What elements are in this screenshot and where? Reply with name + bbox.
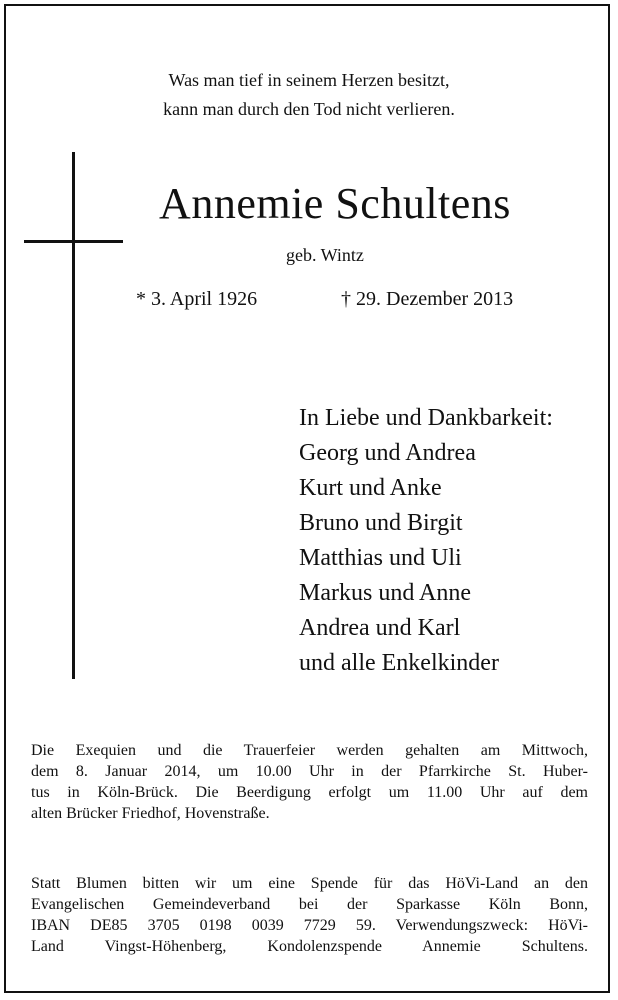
donation-info (31, 873, 588, 957)
donation-line: Evangelischen Gemeindeverband bei der Sparkasse Köln Bonn, (31, 896, 588, 913)
donation-line: Land Vingst-Höhenberg, Kondolenzspende Annemie Schultens. (31, 938, 588, 955)
mourner-entry: Matthias und Uli (299, 545, 462, 571)
funeral-line: alten Brücker Friedhof, Hovenstraße. (31, 805, 270, 822)
funeral-line: dem 8. Januar 2014, um 10.00 Uhr in der Pfarrkirche St. Huber- (31, 763, 588, 780)
cross-icon-bar (24, 240, 123, 243)
funeral-line: Die Exequien und die Trauerfeier werden gehalten am Mittwoch, (31, 742, 588, 759)
deceased-name: Annemie Schultens (159, 179, 511, 228)
mourner-entry: Andrea und Karl (299, 615, 461, 641)
mourner-entry: Markus und Anne (299, 580, 471, 606)
mourner-entry: und alle Enkelkinder (299, 650, 499, 676)
mourner-entry: Kurt und Anke (299, 475, 442, 501)
donation-line: IBAN DE85 3705 0198 0039 7729 59. Verwendungszweck: HöVi- (31, 917, 588, 934)
maiden-name: geb. Wintz (286, 245, 364, 265)
mourners-list (299, 401, 553, 681)
mourner-entry: Georg und Andrea (299, 440, 476, 466)
funeral-info (31, 740, 588, 824)
death-date: † 29. Dezember 2013 (341, 288, 514, 310)
quote-line-1: Was man tief in seinem Herzen besitzt, (168, 70, 450, 90)
quote-line-2: kann man durch den Tod nicht verlieren. (163, 99, 455, 119)
mourners-heading: In Liebe und Dankbarkeit: (299, 405, 553, 431)
cross-icon (72, 152, 75, 679)
funeral-line: tus in Köln-Brück. Die Beerdigung erfolgt um 11.00 Uhr auf dem (31, 784, 588, 801)
birth-date: * 3. April 1926 (136, 288, 258, 310)
mourner-entry: Bruno und Birgit (299, 510, 463, 536)
donation-line: Statt Blumen bitten wir um eine Spende für das HöVi-Land an den (31, 875, 588, 892)
